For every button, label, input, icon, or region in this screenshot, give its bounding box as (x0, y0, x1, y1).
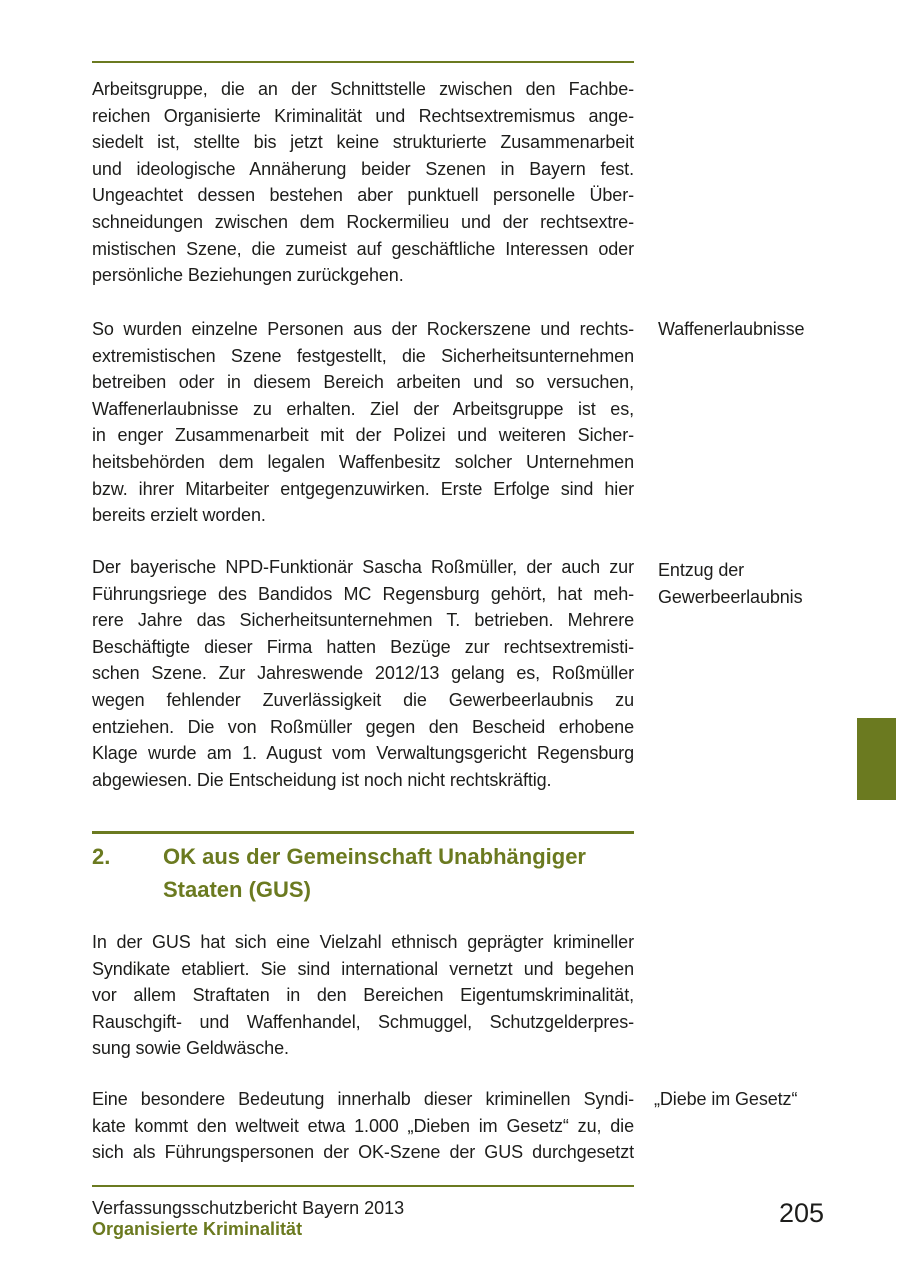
paragraph-waffenerlaubnisse-line: in enger Zusammenarbeit mit der Polizei und weiteren Sicher- (92, 425, 634, 446)
paragraph-rocker-rechtsextremismus-line: und ideologische Annäherung beider Szenen in Bayern fest. (92, 158, 634, 179)
paragraph-waffenerlaubnisse-line: betreiben oder in diesem Bereich arbeiten und so versuchen, (92, 372, 634, 393)
chapter-edge-marker (857, 718, 896, 800)
paragraph-rocker-rechtsextremismus-line: schneidungen zwischen dem Rockermilieu und der rechtsextre- (92, 211, 634, 232)
paragraph-waffenerlaubnisse-line: bzw. ihrer Mitarbeiter entgegenzuwirken. Erste Erfolge sind hier (92, 478, 634, 499)
paragraph-gewerbeerlaubnis-entzug-line: Der bayerische NPD-Funktionär Sascha Roßmüller, der auch zur (92, 557, 634, 577)
section-title (163, 840, 634, 906)
paragraph-gus-syndikate-line: vor allem Straftaten in den Bereichen Eigentumskriminalität, (92, 985, 634, 1006)
paragraph-rocker-rechtsextremismus-line: Arbeitsgruppe, die an der Schnittstelle zwischen den Fachbe- (92, 79, 634, 99)
paragraph-rocker-rechtsextremismus-line: Ungeachtet dessen bestehen aber punktuell personelle Über- (92, 185, 634, 206)
paragraph-gewerbeerlaubnis-entzug-line: wegen fehlender Zuverlässigkeit die Gewerbeerlaubnis zu (92, 689, 634, 710)
margin-note-entzug-gewerbeerlaubnis-line: Gewerbeerlaubnis (658, 587, 803, 607)
paragraph-rocker-rechtsextremismus (92, 76, 634, 289)
paragraph-gewerbeerlaubnis-entzug-line: rere Jahre das Sicherheitsunternehmen T. betrieben. Mehrere (92, 610, 634, 631)
paragraph-waffenerlaubnisse-line: heitsbehörden dem legalen Waffenbesitz solcher Unternehmen (92, 451, 634, 472)
paragraph-rocker-rechtsextremismus-line: reichen Organisierte Kriminalität und Rechtsextremismus ange- (92, 105, 634, 126)
paragraph-waffenerlaubnisse-line: extremistischen Szene festgestellt, die Sicherheitsunternehmen (92, 345, 634, 366)
margin-note-entzug-gewerbeerlaubnis (658, 557, 878, 611)
section-heading (92, 840, 634, 906)
paragraph-diebe-im-gesetz-line: sich als Führungspersonen der OK-Szene der GUS durchgesetzt (92, 1142, 634, 1163)
paragraph-waffenerlaubnisse-line: So wurden einzelne Personen aus der Rockerszene und rechts- (92, 319, 634, 339)
paragraph-gewerbeerlaubnis-entzug-line: Klage wurde am 1. August vom Verwaltungsgericht Regensburg (92, 743, 634, 764)
paragraph-gewerbeerlaubnis-entzug-line: entziehen. Die von Roßmüller gegen den Bescheid erhobene (92, 716, 634, 737)
footer-rule (92, 1185, 634, 1187)
footer-report-title: Verfassungsschutzbericht Bayern 2013 (92, 1198, 405, 1218)
section-divider-rule (92, 831, 634, 834)
paragraph-rocker-rechtsextremismus-line: mistischen Szene, die zumeist auf geschäftliche Interessen oder (92, 238, 634, 259)
margin-note-diebe-im-gesetz (654, 1086, 874, 1113)
margin-note-entzug-gewerbeerlaubnis-line: Entzug der (658, 560, 745, 580)
paragraph-gus-syndikate-line: Rauschgift- und Waffenhandel, Schmuggel, Schutzgelderpres- (92, 1011, 634, 1032)
top-rule (92, 61, 634, 63)
paragraph-gus-syndikate-line: Syndikate etabliert. Sie sind international vernetzt und begehen (92, 958, 634, 979)
paragraph-diebe-im-gesetz-line: Eine besondere Bedeutung innerhalb dieser kriminellen Syndi- (92, 1089, 634, 1109)
section-title-line: Staaten (GUS) (163, 877, 311, 902)
paragraph-diebe-im-gesetz-line: kate kommt den weltweit etwa 1.000 „Dieben im Gesetz“ zu, die (92, 1115, 634, 1136)
paragraph-rocker-rechtsextremismus-line: persönliche Beziehungen zurückgehen. (92, 265, 404, 286)
paragraph-gus-syndikate-line: sung sowie Geldwäsche. (92, 1038, 289, 1059)
paragraph-gewerbeerlaubnis-entzug-line: abgewiesen. Die Entscheidung ist noch nicht rechtskräftig. (92, 769, 552, 790)
paragraph-gewerbeerlaubnis-entzug (92, 554, 634, 793)
margin-note-waffenerlaubnisse-line: Waffenerlaubnisse (658, 319, 805, 339)
paragraph-waffenerlaubnisse (92, 316, 634, 529)
paragraph-gewerbeerlaubnis-entzug-line: Führungsriege des Bandidos MC Regensburg gehört, hat meh- (92, 583, 634, 604)
paragraph-rocker-rechtsextremismus-line: siedelt ist, stellte bis jetzt keine strukturierte Zusammenarbeit (92, 132, 634, 153)
paragraph-waffenerlaubnisse-line: bereits erzielt worden. (92, 505, 266, 526)
paragraph-waffenerlaubnisse-line: Waffenerlaubnisse zu erhalten. Ziel der Arbeitsgruppe ist es, (92, 398, 634, 419)
section-number: 2. (92, 844, 111, 869)
margin-note-diebe-im-gesetz-line: „Diebe im Gesetz“ (654, 1089, 798, 1109)
page-number: 205 (779, 1198, 825, 1228)
section-title-line: OK aus der Gemeinschaft Unabhängiger (163, 844, 586, 869)
paragraph-gus-syndikate (92, 929, 634, 1062)
paragraph-gewerbeerlaubnis-entzug-line: schen Szene. Zur Jahreswende 2012/13 gelang es, Roßmüller (92, 663, 634, 684)
paragraph-diebe-im-gesetz (92, 1086, 634, 1166)
paragraph-gus-syndikate-line: In der GUS hat sich eine Vielzahl ethnisch geprägter krimineller (92, 932, 634, 952)
paragraph-gewerbeerlaubnis-entzug-line: Beschäftigte dieser Firma hatten Bezüge zur rechtsextremisti- (92, 636, 634, 657)
margin-note-waffenerlaubnisse (658, 316, 878, 343)
footer-chapter-label: Organisierte Kriminalität (92, 1219, 303, 1239)
